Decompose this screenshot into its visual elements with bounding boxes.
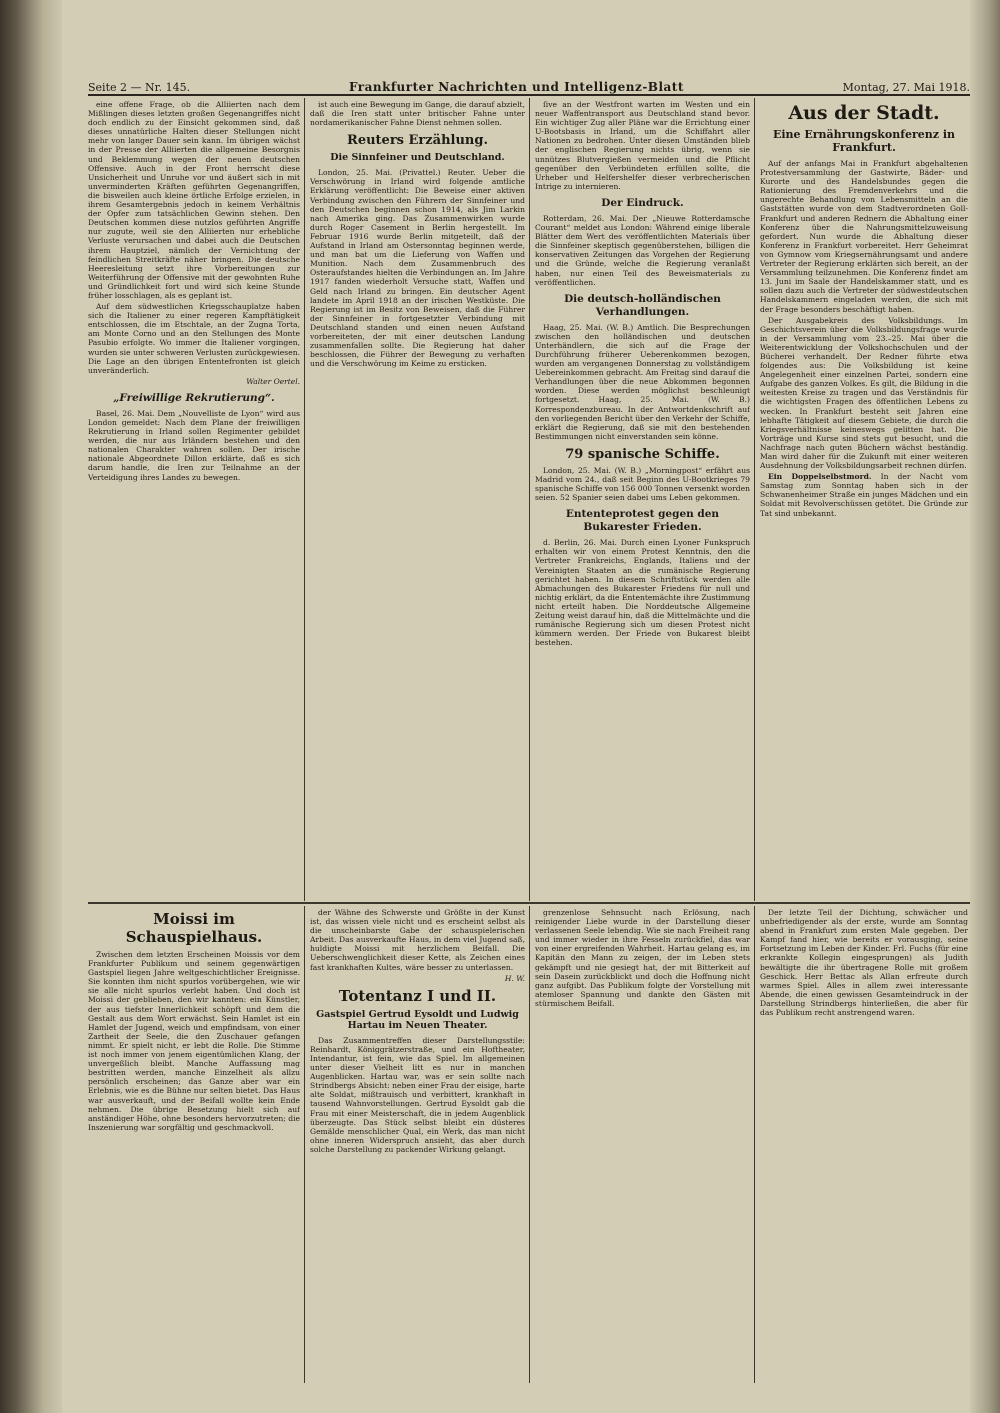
column-divider: [754, 98, 755, 901]
article-text: London, 25. Mai. (Privattel.) Reuter. Ueber die Verschwörung in Irland wird folgende amtliche Erklärung veröffentlicht: Die Beweise einer aktiven Verbindung zwischen den Führern der Sinnfeiner und den Deutschen beginnen schon 1914, als Jim Larkin nach Amerika ging. Das Zusammenwirken wurde durch Roger Casement in Berlin hergestellt. Im Februar 1916 wurde Berlin mitgeteilt, daß der Aufstand in Irland am Ostersonntag beginnen werde, und man bat um die Lieferung von Waffen und Munition. Nach dem Zusammenbruch des Osteraufstandes hielten die Verbindungen an. Im Jahre 1917 fanden wiederholt Versuche statt, Waffen und Geld nach Irland zu bringen. Ein deutscher Agent landete im April 1918 an der irischen Westküste. Die Regierung ist im Besitz von Beweisen, daß die Führer der Sinnfeiner in fortgesetzter Verbindung mit Deutschland standen und einen neuen Aufstand vorbereiteten, der mit einer deutschen Landung zusammenfallen sollte. Die Regierung hat daher beschlossen, die Führer der Bewegung zu verhaften und die Verschwörung im Keime zu ersticken.: [310, 168, 525, 369]
column-3: [535, 100, 750, 900]
article-heading: Totentanz I und II.: [338, 986, 497, 1005]
section-heading: Aus der Stadt.: [788, 102, 940, 124]
article-heading: Reuters Erzählung.: [347, 133, 488, 149]
article-text: Haag, 25. Mai. (W. B.) Amtlich. Die Besprechungen zwischen den holländischen und deutschen Unterhändlern, die sich auf die Frage der Durchführung früherer Ueberenkommen bezogen, wurden am vergangenen Donnerstag zu vollständigem Uebereinkommen gebracht. Am Freitag sind darauf die Verhandlungen über die neue Abkommen begonnen worden. Diese werden möglichst beschleunigt fortgesetzt. Haag, 25. Mai. (W. B.) Korrespondenzbureau. In der Antwortdenkschrift auf den vorliegenden Bericht über den Verkehr der Schiffe, erklärt die Regierung, daß sie mit den bestehenden Bestimmungen nicht einverstanden sein könne.: [535, 322, 750, 441]
article-subheading: Die Sinnfeiner und Deutschland.: [330, 152, 505, 164]
column-4: [760, 100, 968, 900]
article-text: Auf dem südwestlichen Kriegsschauplatze haben sich die Italiener zu einer regeren Kampftätigkeit entschlossen, die im Etschtale, an der Zugna Torta, am Monte Corno und an den Stellungen des Monte Pasubio erfolgte. Wo immer die Italiener vorgingen, wurden sie unter schweren Verlusten zurückgewiesen. Die Lage an den übrigen Ententefronten ist gleich unveränderlich.: [88, 302, 300, 375]
column-divider: [529, 98, 530, 901]
article-text: Der Ausgabekreis des Volksbildungs. Im Geschichtsverein über die Volksbildungsfrage wurde in der Versammlung vom 23.–25. Mai über die Weiterentwicklung der Volkshochschulen und der Bücherei verhandelt. Der Redner führte etwa folgendes aus: Die Volksbildung ist keine Angelegenheit einer einzelnen Partei, sondern eine Aufgabe des ganzen Volkes. Es gilt, die Bildung in die weitesten Kreise zu tragen und das Verständnis für die wichtigsten Fragen des öffentlichen Lebens zu wecken. In Frankfurt besteht seit Jahren eine lebhafte Tätigkeit auf diesem Gebiete, die durch die Kriegsverhältnisse keineswegs gelitten hat. Die Vorträge und Kurse sind stets gut besucht, und die Nachfrage nach guten Büchern wächst beständig. Man wird daher für die Zukunft mit einer weiteren Ausdehnung der Volksbildungsarbeit rechnen dürfen.: [760, 315, 968, 471]
article-text: Rotterdam, 26. Mai. Der „Nieuwe Rotterdamsche Courant“ meldet aus London: Während einige liberale Blätter dem Wert des veröffentlichten Materials über die Sinnfeiner skeptisch gegenüberstehen, billigen die konservativen Zeitungen das Vorgehen der Regierung und die Gründe, welche die Regierung veranlaßt haben, nur einen Teil des Beweismaterials zu veröffentlichen.: [535, 213, 750, 287]
article-text: Auf der anfangs Mai in Frankfurt abgehaltenen Protestversammlung der Gastwirte, Bäder- und Kurorte und des Handelsbundes gegen die Rationierung des Fremdenverkehrs und die ungerechte Behandlung von Lebensmitteln an die Gaststätten wurde von dem Stadtverordneten Goll-Frankfurt und anderen Rednern die Abhaltung einer Konferenz über die Nahrungsmittelzuweisung gefordert. Nun wurde die Abhaltung dieser Konferenz in Frankfurt vorbereitet. Herr Geheimrat von Gymnow vom Kriegsernährungsamt und andere Vertreter der Regierung erklärten sich bereit, an der Versammlung teilzunehmen. Die Konferenz findet am 13. Juni im Saale der Handelskammer statt, und es sollen dazu auch die Vertreter der südwestdeutschen Handelskammern eingeladen werden, die sich mit der Frage besonders beschäftigt haben.: [760, 159, 968, 314]
article-subheading: Gastspiel Gertrud Eysoldt und Ludwig Hartau im Neuen Theater.: [316, 1008, 519, 1031]
article-heading: „Freiwillige Rekrutierung“.: [113, 391, 275, 404]
article-text: Basel, 26. Mai. Dem „Nouvelliste de Lyon“ wird aus London gemeldet: Nach dem Plane der freiwilligen Rekrutierung in Irland sollen Regimenter gebildet werden, die nur aus Irländern bestehen und den nationalen Charakter wahren sollen. Der irische nationale Abgeordnete Dillon erklärte, daß es sich darum handle, die Iren zur Teilnahme an der Verteidigung ihres Landes zu bewegen.: [88, 408, 300, 482]
feuilleton-column-4: [760, 908, 968, 1382]
feuilleton-column-3: [535, 908, 750, 1382]
article-subheading: Eine Ernährungskonferenz in Frankfurt.: [772, 128, 956, 154]
article-text: [760, 472, 968, 517]
article-text: London, 25. Mai. (W. B.) „Morningpost“ erfährt aus Madrid vom 24., daß seit Beginn des U-Bootkrieges 79 spanische Schiffe von 156 000 Tonnen versenkt worden seien. 52 Spanier seien dabei ums Leben gekommen.: [535, 465, 750, 503]
article-text: grenzenlose Sehnsucht nach Erlösung, nach reinigender Liebe wurde in der Darstellung dieser verlassenen Seele lebendig. Wie sie nach Freiheit rang und immer wieder in ihre Fesseln zurückfiel, das war von einer ergreifenden Wahrheit. Hartau gelang es, im Kapitän den Mann zu zeigen, der im Leben stets gekämpft und nie gesiegt hat, der mit Bitterkeit auf sein Dasein zurückblickt und doch die Hoffnung nicht ganz aufgibt. Das Publikum folgte der Vorstellung mit atemloser Spannung und dankte den Gästen mit stürmischem Beifall.: [535, 908, 750, 1008]
author-signature: H. W.: [504, 973, 525, 983]
page-number: Seite 2 — Nr. 145.: [88, 81, 191, 94]
newspaper-sheet: [80, 62, 975, 1387]
book-binding: [0, 0, 62, 1413]
article-text: ist auch eine Bewegung im Gange, die darauf abzielt, daß die Iren statt unter britischer Fahne unter nordamerikanischer Fahne Dienst nehmen sollen.: [310, 100, 525, 128]
article-heading: Ententeprotest gegen den Bukarester Frieden.: [565, 508, 720, 534]
article-heading: Die deutsch-holländischen Verhandlungen.: [564, 292, 721, 318]
issue-date: Montag, 27. Mai 1918.: [842, 81, 970, 94]
author-signature: Walter Oertel.: [246, 376, 300, 386]
newspaper-title: Frankfurter Nachrichten und Intelligenz-Blatt: [348, 80, 684, 94]
column-2: [310, 100, 525, 900]
article-heading: Ein Doppelselbstmord.: [768, 472, 872, 482]
article-text: Zwischen dem letzten Erscheinen Moissis vor dem Frankfurter Publikum und seinem gegenwärtigen Gastspiel liegen Jahre weltgeschichtlicher Ereignisse. Sie konnten ihm nicht spurlos vorübergehen, wie wir sie alle nicht spurlos verlebt haben. Und doch ist Moissi der geblieben, den wir kannten: ein Künstler, der aus tiefster Innerlichkeit schöpft und dem die Gestalt aus dem Wort erwächst. Sein Hamlet ist ein Hamlet der Jugend, weich und empfindsam, von einer Zartheit der Seele, die den Zuschauer gefangen nimmt. Er spielt nicht, er lebt die Rolle. Die Stimme ist noch immer von jenem eigentümlichen Klang, der unvergeßlich bleibt. Manche Auffassung mag bestritten werden, manche Einzelheit als allzu persönlich erscheinen; das Ganze aber war ein Erlebnis, wie es die Bühne nur selten bietet. Das Haus war ausverkauft, und der Beifall wollte kein Ende nehmen. Die übrige Besetzung hielt sich auf anständiger Höhe, ohne besonders hervorzutreten; die Inszenierung war sorgfältig und geschmackvoll.: [88, 950, 300, 1132]
section-divider: [88, 902, 970, 904]
article-text: Das Zusammentreffen dieser Darstellungsstile: Reinhardt, Königgrätzerstraße, und ein Hoftheater, Intendantur, ist fein, wie das Spiel. Im allgemeinen unter dieser Vielheit litt es nur in manchen Augenblicken. Hartau war, was er sein sollte nach Strindbergs Absicht: neben einer Frau der eisige, harte alte Soldat, mißtrauisch und verbittert, krankhaft in tausend Wahnvorstellungen. Gertrud Eysoldt gab die Frau mit einer Meisterschaft, die in jedem Augenblick überzeugte. Das Stück selbst bleibt ein düsteres Gemälde menschlicher Qual, ein Werk, das man nicht ohne inneren Widerspruch ansieht, das aber durch solche Darstellung zu packender Wirkung gelangt.: [310, 1035, 525, 1154]
article-text: Der letzte Teil der Dichtung, schwächer und unbefriedigender als der erste, wurde am Sonntag abend in Frankfurt zum ersten Male gegeben. Der Kampf fand hier, wie bereits er vorausging, seine Fortsetzung im Leben der Kinder. Frl. Fuchs (für eine erkrankte Kollegin eingesprungen) als Judith bewältigte die ihr übertragene Rolle mit großem Geschick. Herr Bettac als Allan erfreute durch warmes Spiel. Alles in allem zwei interessante Abende, die einen gewissen Gesamteindruck in der Darstellung Strindbergs hinterließen, die aber für das Publikum recht anstrengend waren.: [760, 908, 968, 1018]
article-text: ſive an der Westfront warten im Westen und ein neuer Waffentransport aus Deutschland stand bevor. Ein wichtiger Zug aller Pläne war die Errichtung einer U-Bootsbasis in Irland, um die Schiffahrt aller Nationen zu bedrohen. Unter diesen Umständen blieb der englischen Regierung nichts übrig, wenn sie unnützes Blutvergießen vermeiden und die Pflicht gegenüber den Verbündeten erfüllen sollte, die Urheber und Helfershelfer dieser verbrecherischen Intrige zu internieren.: [535, 100, 750, 191]
column-divider: [304, 98, 305, 901]
column-divider: [754, 906, 755, 1383]
feuilleton-column-2: [310, 908, 525, 1382]
feuilleton-column-1: [88, 908, 300, 1382]
article-text: eine offene Frage, ob die Alliierten nach dem Mißlingen dieses letzten großen Gegenangriffes nicht doch endlich zu der Einsicht gekommen sind, daß dieses unnatürliche Halten dieser Stellungen nicht mehr von langer Dauer sein kann. Im übrigen wächst in der Presse der Alliierten die allgemeine Besorgnis und Beklemmung wegen der neuen deutschen Offensive. Auch in der Front herrscht diese Unsicherheit und Unruhe vor und äußert sich in mit unverminderten Kräften geführten Gegenangriffen, die bisweilen auch kleine örtliche Erfolge erzielen, in ihrem Gesamtergebnis jedoch in keinem Verhältnis der Opfer zum tatsächlichen Gewinn stehen. Den Deutschen kommen diese nutzlos geführten Angriffe nur zugute, weil sie den Alliierten nur erhebliche Verluste verursachen und dabei auch die Deutschen ihrem Hauptziel, nämlich der Vernichtung der feindlichen Streitkräfte näher bringen. Die deutsche Heeresleitung setzt ihre Vorbereitungen zur Weiterführung der Offensive mit der gewohnten Ruhe und Gründlichkeit fort und wird sich keine Stunde früher losschlagen, als es geplant ist.: [88, 100, 300, 300]
article-heading: Der Eindruck.: [601, 196, 684, 209]
article-text: In der Nacht vom Samstag zum Sonntag haben sich in der Schwanenheimer Straße ein junges Mädchen und ein Soldat mit Revolverschüssen getötet. Die Gründe zur Tat sind unbekannt.: [760, 472, 968, 518]
article-text: der Wähne des Schwerste und Größte in der Kunst ist, das wissen viele nicht und es erscheint selbst als die unscheinbarste Gabe der schauspielerischen Arbeit. Das ausverkaufte Haus, in dem viel Jugend saß, huldigte Moissi mit herzlichem Beifall. Die Ueberschwenglichkeit dieser Kette, als Zeichen eines fast krankhaften Kultes, wäre besser zu unterlassen.: [310, 908, 525, 972]
article-text: d. Berlin, 26. Mai. Durch einen Lyoner Funkspruch erhalten wir von einem Protest Kenntnis, den die Vertreter Frankreichs, Englands, Italiens und der Vereinigten Staaten an die rumänische Regierung gerichtet haben. In diesem Schriftstück werden alle Abmachungen des Bukarester Friedens für null und nichtig erklärt, da die Ententemächte ihre Zustimmung nicht erteilt haben. Die Norddeutsche Allgemeine Zeitung weist darauf hin, daß die Mittelmächte und die rumänische Regierung sich um diesen Protest nicht kümmern werden. Der Friede von Bukarest bleibt bestehen.: [535, 538, 750, 648]
page-header: [88, 72, 970, 96]
column-1: [88, 100, 300, 900]
article-heading: 79 spanische Schiffe.: [565, 446, 720, 462]
column-divider: [529, 906, 530, 1383]
article-heading: Moissi im Schauspielhaus.: [125, 910, 263, 946]
column-divider: [304, 906, 305, 1383]
